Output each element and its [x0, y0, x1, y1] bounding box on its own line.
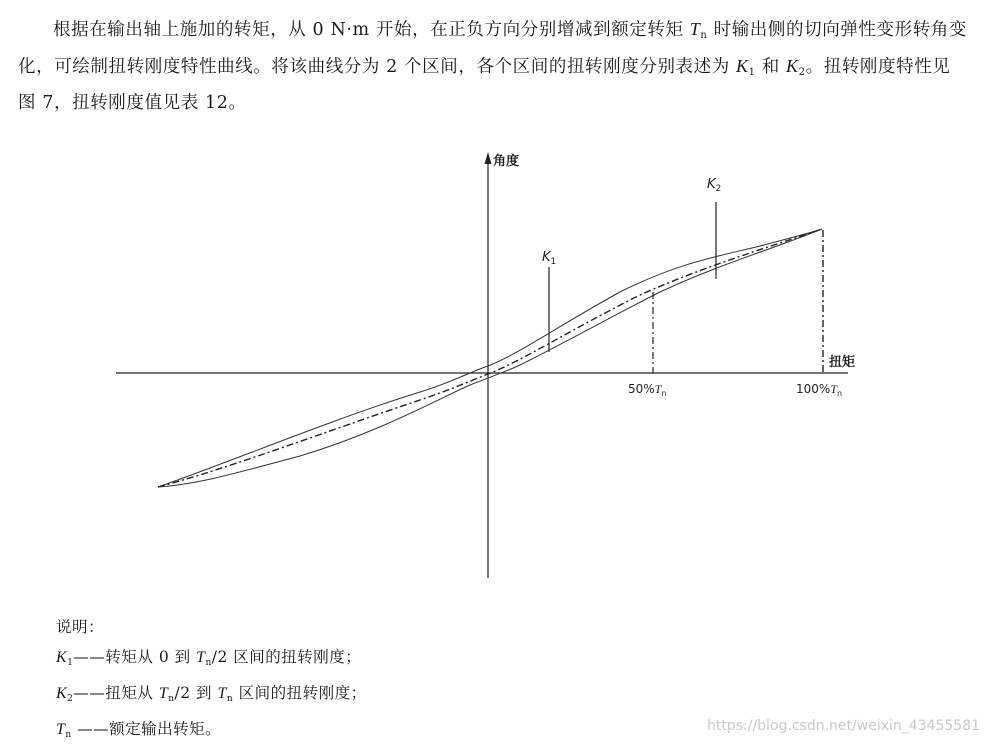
legend-item-k2: $K_2——$扭矩从 $T_n/2$ 到 $T_n$ 区间的扭转刚度；	[56, 684, 367, 704]
k1-label: $K_1$	[542, 250, 557, 267]
legend-title: 说明：	[56, 618, 105, 636]
legend-item-k1: $K_1——$转矩从 0 到 $T_n/2$ 区间的扭转刚度；	[56, 648, 362, 668]
watermark-url: https://blog.csdn.net/weixin_43455581	[706, 718, 980, 734]
hysteresis-lower-curve	[158, 229, 822, 487]
legend-item-tn: $T_n$ ——额定输出转矩。	[56, 720, 222, 740]
y-axis-label: 角度	[493, 154, 520, 169]
hysteresis-upper-curve	[158, 229, 822, 487]
k2-label: $K_2$	[707, 177, 722, 194]
median-curve	[158, 229, 822, 487]
y-axis-arrow-icon	[485, 152, 492, 164]
tick-100-tn: $100\%T_n$	[796, 382, 843, 398]
figure-legend	[56, 612, 367, 750]
tick-50-tn: $50\%T_n$	[628, 382, 667, 398]
x-axis-label: 扭矩	[829, 355, 856, 370]
intro-paragraph: 根据在输出轴上施加的转矩，从 0 N·m 开始，在正负方向分别增减到额定转矩 $T_n$ 时输出侧的切向弹性变形转角变化，可绘制扭转刚度特性曲线。将该曲线分为 2 个区间，各个区间的扭转刚度分别表述为 $K_1$ 和 $K_2$。扭转刚度特性见图 7，扭转刚度值见表 12。	[18, 19, 967, 113]
